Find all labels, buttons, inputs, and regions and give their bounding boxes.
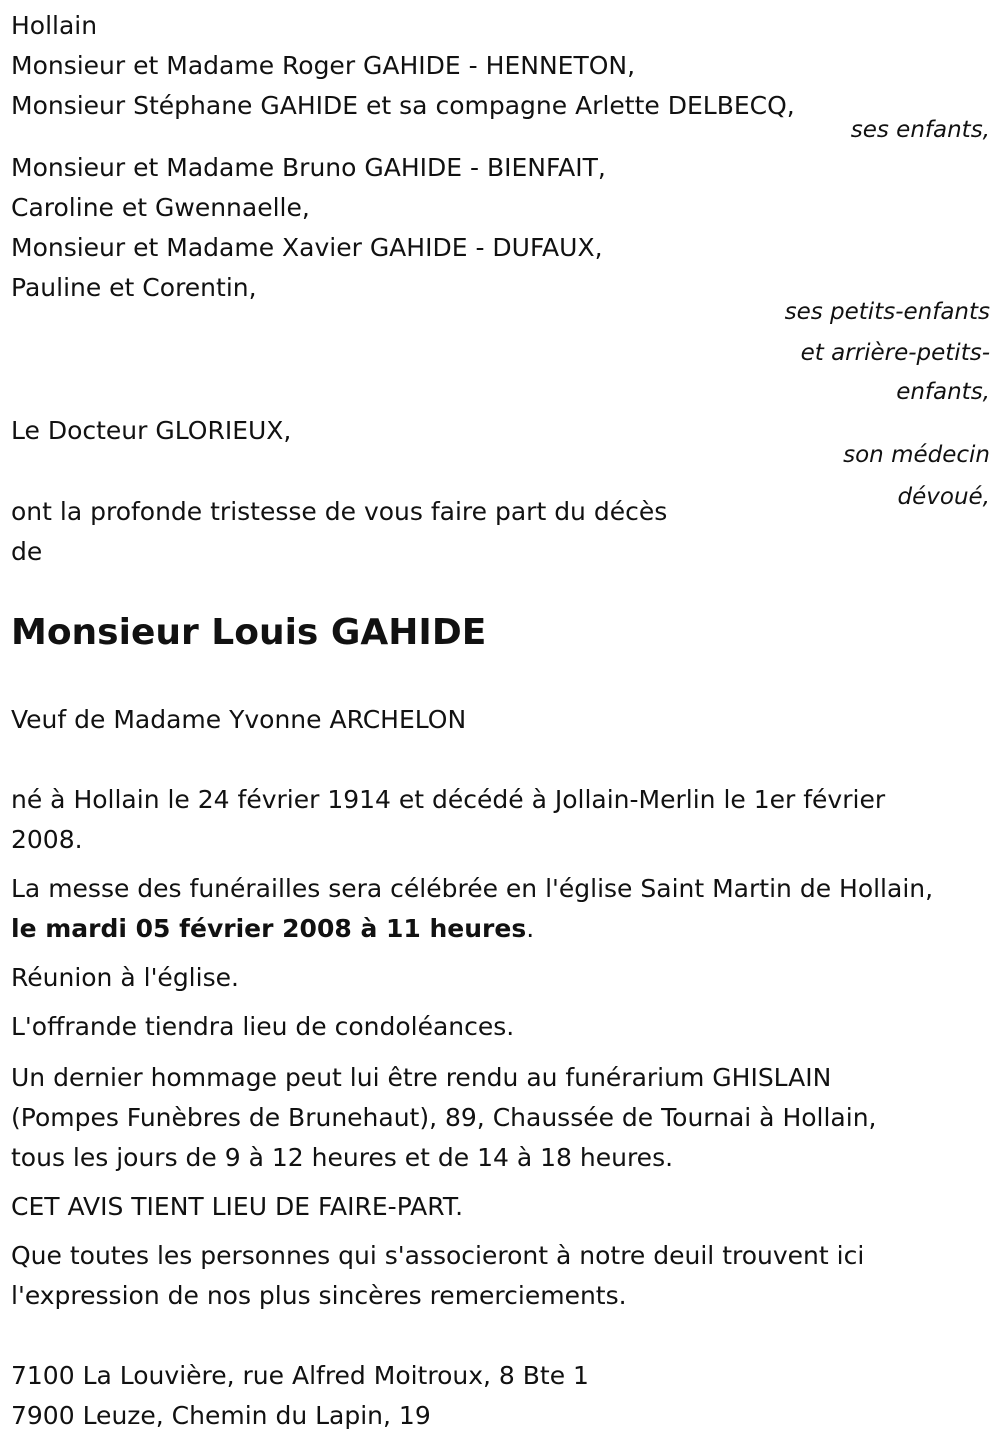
address-line-2: 7900 Leuze, Chemin du Lapin, 19: [11, 1401, 431, 1430]
thanks-line-2: l'expression de nos plus sincères remerciements.: [11, 1281, 627, 1310]
family-line-stephane: Monsieur Stéphane GAHIDE et sa compagne Arlette DELBECQ,: [11, 91, 795, 120]
address-line-1: 7100 La Louvière, rue Alfred Moitroux, 8 Bte 1: [11, 1361, 589, 1390]
family-line-hollain: Hollain: [11, 11, 98, 40]
family-line-roger: Monsieur et Madame Roger GAHIDE - HENNETON,: [11, 51, 636, 80]
role-children: ses enfants,: [850, 117, 990, 143]
thanks-line-1: Que toutes les personnes qui s'associeront à notre deuil trouvent ici: [11, 1241, 865, 1270]
role-doctor-1: son médecin: [843, 442, 990, 468]
grandchild-line-xavier: Monsieur et Madame Xavier GAHIDE - DUFAUX,: [11, 233, 603, 262]
role-grandchildren-3: enfants,: [896, 379, 990, 405]
mass-line: La messe des funérailles sera célébrée en l'église Saint Martin de Hollain,: [11, 874, 934, 903]
offering-line: L'offrande tiendra lieu de condoléances.: [11, 1012, 515, 1041]
notice-line: CET AVIS TIENT LIEU DE FAIRE-PART.: [11, 1192, 464, 1221]
role-grandchildren-2: et arrière-petits-: [800, 340, 990, 366]
grandchild-line-bruno: Monsieur et Madame Bruno GAHIDE - BIENFAIT,: [11, 153, 606, 182]
birth-line-2: 2008.: [11, 825, 83, 854]
tribute-line-1: Un dernier hommage peut lui être rendu au funérarium GHISLAIN: [11, 1063, 832, 1092]
mass-date-period: .: [526, 914, 535, 943]
tribute-line-2: (Pompes Funèbres de Brunehaut), 89, Chaussée de Tournai à Hollain,: [11, 1103, 877, 1132]
doctor-line: Le Docteur GLORIEUX,: [11, 416, 292, 445]
birth-line-1: né à Hollain le 24 février 1914 et décédé à Jollain-Merlin le 1er février: [11, 785, 886, 814]
deceased-name: Monsieur Louis GAHIDE: [11, 612, 487, 653]
grandchild-line-caroline: Caroline et Gwennaelle,: [11, 193, 310, 222]
tribute-line-3: tous les jours de 9 à 12 heures et de 14 à 18 heures.: [11, 1143, 674, 1172]
mass-date: le mardi 05 février 2008 à 11 heures: [11, 914, 527, 943]
widower-line: Veuf de Madame Yvonne ARCHELON: [11, 705, 467, 734]
role-doctor-2: dévoué,: [897, 484, 990, 510]
role-grandchildren-1: ses petits-enfants: [784, 299, 990, 325]
meeting-line: Réunion à l'église.: [11, 963, 239, 992]
grandchild-line-pauline: Pauline et Corentin,: [11, 273, 257, 302]
mass-date-line: [11, 909, 534, 949]
announcement-line-2: de: [11, 537, 43, 566]
announcement-line-1: ont la profonde tristesse de vous faire part du décès: [11, 497, 668, 526]
